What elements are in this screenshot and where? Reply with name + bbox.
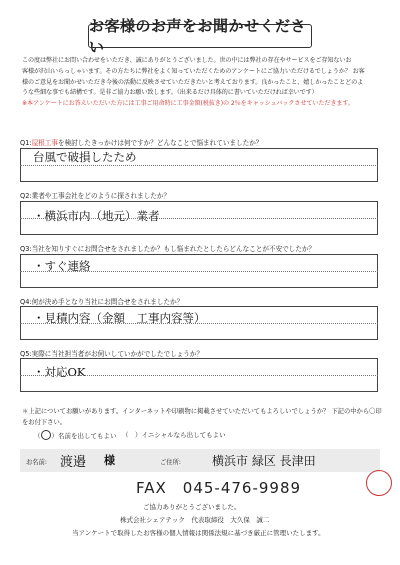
intro-text	[22, 56, 382, 110]
page-title: お客様のお声をお聞かせください	[88, 24, 312, 48]
circle-mark-icon	[41, 430, 51, 440]
question-4: Q4:何が決め手となり当社にお問合せをされましたか？	[20, 298, 184, 306]
intro-line: うな些細な事でも結構です。是非ご協力お願い致します。（出来るだけ具体的に書いていただければ幸いです）	[22, 89, 318, 97]
name-suffix: 様	[104, 454, 115, 467]
privacy-text: 当アンケートで取得したお客様の個人情報は関係法規に基づき厳正に管理いたします。	[72, 529, 325, 537]
divider	[20, 165, 378, 166]
intro-line: 様のご意見をお聞かせいただき今後の活動に反映させていただきたいと考えております。良かったこと、嬉しかったことどのよ	[22, 78, 364, 86]
address-label: ご住所:	[160, 459, 182, 466]
divider	[20, 323, 378, 324]
thanks-text: ご協力ありがとうございました。	[143, 503, 241, 511]
fax-number: FAX 045-476-9989	[136, 479, 302, 497]
question-3: Q3:当社を知りすぐにお問合せをされましたか？もし悩まれたとしたらどんなことが不安でしたか？	[20, 245, 316, 253]
option-name-ok[interactable]: （ ）名前を出してもよい	[34, 432, 117, 440]
name-value[interactable]: 渡邉	[60, 455, 87, 470]
answer-4: ・見積内容（金額 工事内容等）	[33, 311, 206, 325]
question-1: Q1:屋根工事を検討したきっかけは何ですか？どんなことで悩まれていましたか？	[20, 139, 263, 147]
company-text: 株式会社シェアテック 代表取締役 大久保 誠二	[120, 516, 270, 524]
cashback-note: ※本アンケートにお答えいただいた方には工事ご用命時に工事金額(税抜き)の 2％をキャッシュバックさせていただきます。	[22, 100, 354, 108]
answer-3: ・すぐ連絡	[33, 259, 91, 273]
publish-request: ＊上記についてお願いがあります。インターネットや印刷物に掲載させていただいてもよろしいでしょうか？ 下記の中から〇印 をお付下さい。	[22, 408, 382, 426]
divider	[20, 218, 378, 219]
received-stamp-icon	[366, 470, 392, 496]
intro-line: 客様が沢山いらっしゃいます。その方たちに弊社をよく知っていただくためのアンケートにご協力いただけるでしょうか？ お客	[22, 67, 365, 75]
divider	[20, 375, 378, 376]
option-initials-ok[interactable]: （ ）イニシャルなら出してもよい	[122, 431, 226, 439]
address-value[interactable]: 横浜市 緑区 長津田	[212, 454, 316, 468]
name-label: お名前:	[26, 459, 48, 466]
intro-line: この度は弊社にお問い合わせをいただき、誠にありがとうございました。世の中には弊社の存在やサービスをご存知ないお	[22, 57, 352, 64]
question-1-prefix: 屋根工事	[31, 139, 58, 147]
answer-2: ・横浜市内（地元）業者	[33, 209, 160, 223]
answer-5: ・対応OK	[33, 365, 86, 379]
divider	[20, 271, 378, 272]
answer-1: 台風で破損したため	[33, 150, 137, 164]
question-5: Q5:実際に当社担当者がお伺いしていかがでしたでしょうか？	[20, 350, 204, 358]
question-2: Q2:業者や工事会社をどのように探されましたか？	[20, 192, 171, 200]
